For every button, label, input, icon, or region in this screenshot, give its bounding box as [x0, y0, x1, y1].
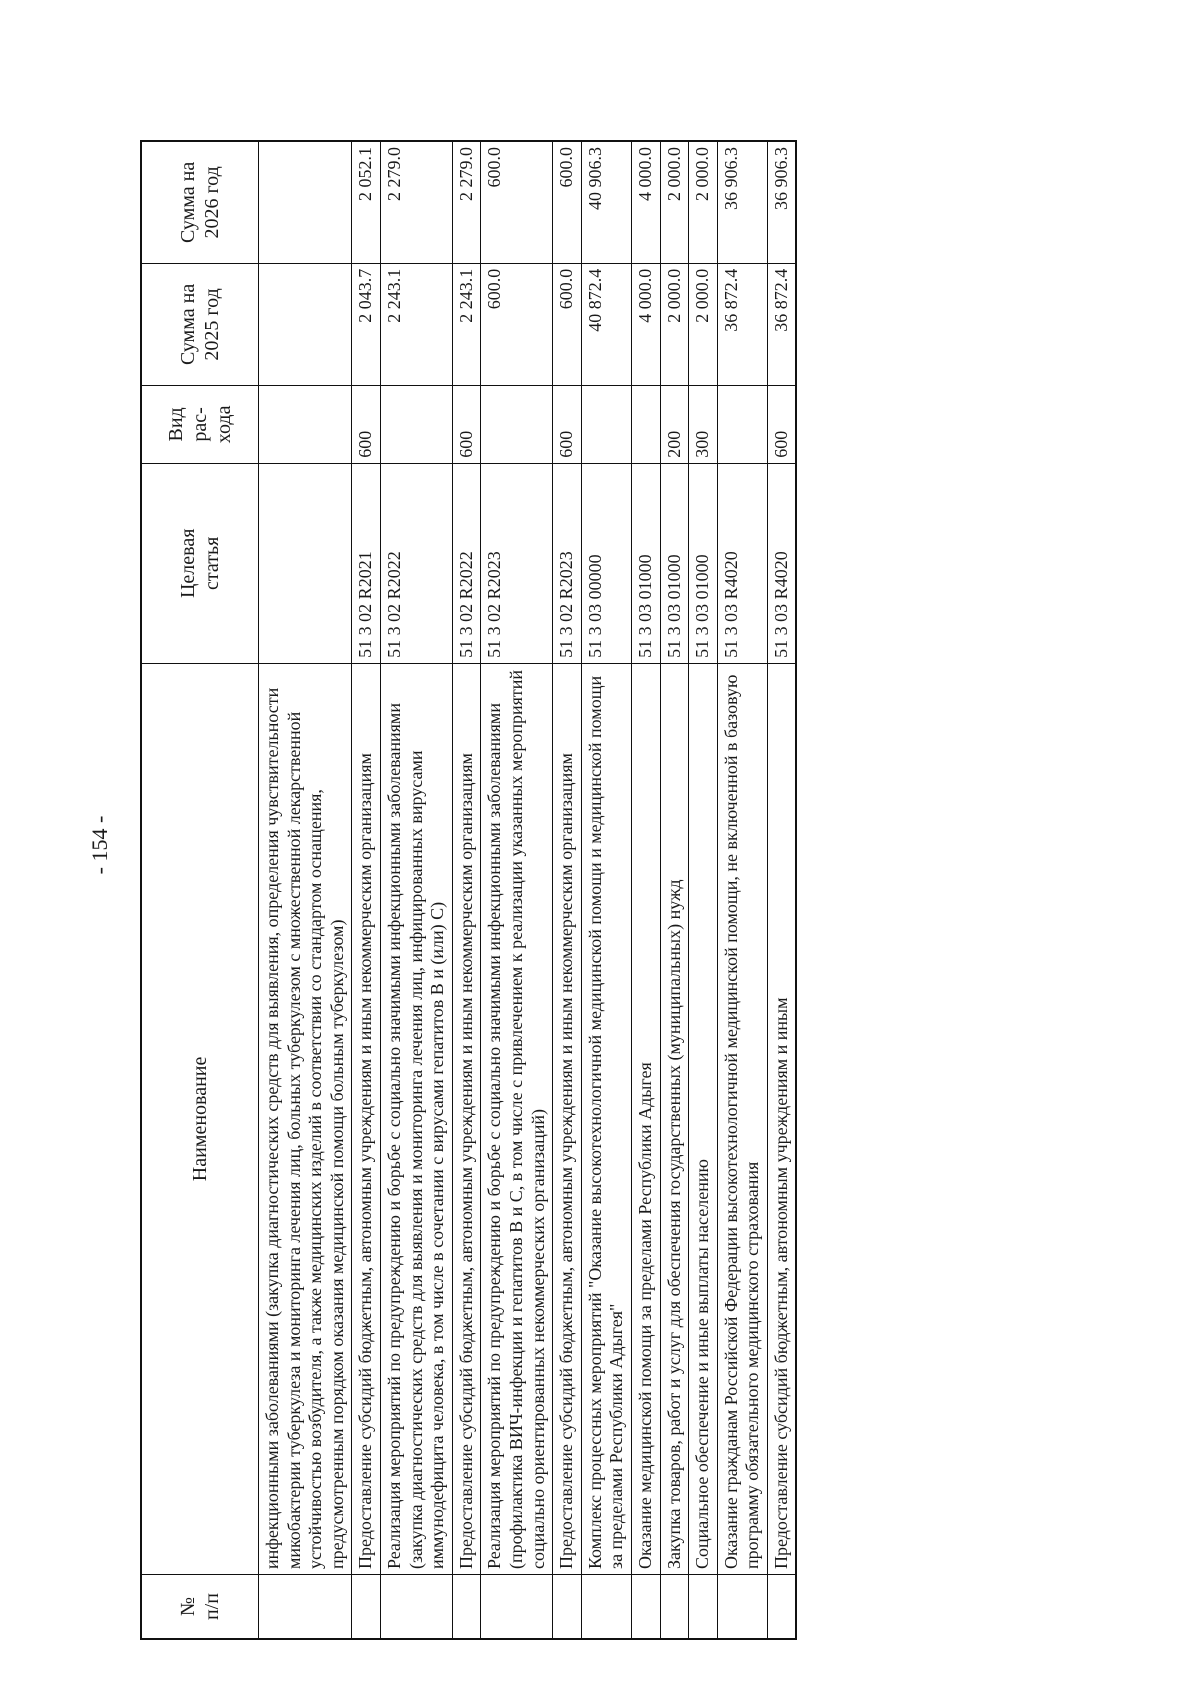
- target-article-cell: 51 3 02 R2023: [481, 463, 553, 663]
- amount-2026-cell: 36 906.3: [767, 141, 796, 263]
- amount-2025-cell: 2 243.1: [380, 263, 452, 385]
- amount-2025-cell: 600.0: [481, 263, 553, 385]
- amount-2025-cell: 2 000.0: [689, 263, 718, 385]
- amount-2026-cell: 4 000.0: [631, 141, 660, 263]
- item-name-cell: Предоставление субсидий бюджетным, автономным учреждениям и иным некоммерческим организациям: [553, 663, 582, 1574]
- table-row: [380, 141, 452, 1639]
- target-article-cell: 51 3 03 R4020: [717, 463, 767, 663]
- header-amount-2025: Сумма на 2025 год: [141, 263, 259, 385]
- item-name-cell: Реализация мероприятий по предупреждению и борьбе с социально значимыми инфекционными заболеваниями (закупка диагностических средств для выявления и мониторинга лечения лиц, инфицированных вирусами иммунодефицита человека, в том числе в сочетании с вирусами гепатитов В и (или) С): [380, 663, 452, 1574]
- header-amount-2026: Сумма на 2026 год: [141, 141, 259, 263]
- table-header-row: [141, 141, 259, 1639]
- expense-type-cell: [717, 386, 767, 464]
- expense-type-cell: [481, 386, 553, 464]
- target-article-cell: 51 3 03 01000: [660, 463, 689, 663]
- table-body: [259, 141, 797, 1639]
- amount-2026-cell: 36 906.3: [717, 141, 767, 263]
- amount-2025-cell: 600.0: [553, 263, 582, 385]
- amount-2025-cell: 4 000.0: [631, 263, 660, 385]
- item-name-cell: Социальное обеспечение и иные выплаты населению: [689, 663, 718, 1574]
- table-row: [452, 141, 481, 1639]
- amount-2026-cell: 2 052.1: [352, 141, 381, 263]
- table-row: [631, 141, 660, 1639]
- rotated-table-sheet: [140, 140, 1040, 1640]
- row-number-cell: [660, 1575, 689, 1639]
- expense-type-cell: 600: [553, 386, 582, 464]
- item-name-cell: Предоставление субсидий бюджетным, автономным учреждениям и иным: [767, 663, 796, 1574]
- amount-2025-cell: 36 872.4: [717, 263, 767, 385]
- table-row: [553, 141, 582, 1639]
- row-number-cell: [553, 1575, 582, 1639]
- amount-2026-cell: 600.0: [481, 141, 553, 263]
- table-row: [352, 141, 381, 1639]
- header-row-number: № п/п: [141, 1575, 259, 1639]
- item-name-cell: Комплекс процессных мероприятий "Оказание высокотехнологичной медицинской помощи и медицинской помощи за пределами Республики Адыгея": [581, 663, 631, 1574]
- table-row: [581, 141, 631, 1639]
- amount-2026-cell: 2 000.0: [660, 141, 689, 263]
- item-name-cell: Реализация мероприятий по предупреждению и борьбе с социально значимыми инфекционными заболеваниями (профилактика ВИЧ-инфекции и гепатитов В и С, в том числе с привлечением к реализации указанных мероприятий социально ориентированных некоммерческих организаций): [481, 663, 553, 1574]
- row-number-cell: [581, 1575, 631, 1639]
- table-row: [481, 141, 553, 1639]
- header-name: Наименование: [141, 663, 259, 1574]
- item-name-cell: Предоставление субсидий бюджетным, автономным учреждениям и иным некоммерческим организациям: [352, 663, 381, 1574]
- page-number: - 154 -: [87, 815, 112, 875]
- expense-type-cell: 600: [352, 386, 381, 464]
- amount-2026-cell: 40 906.3: [581, 141, 631, 263]
- amount-2026-cell: [259, 141, 352, 263]
- row-number-cell: [767, 1575, 796, 1639]
- item-name-cell: Оказание гражданам Российской Федерации высокотехнологичной медицинской помощи, не включенной в базовую программу обязательного медицинского страхования: [717, 663, 767, 1574]
- target-article-cell: 51 3 03 R4020: [767, 463, 796, 663]
- expense-type-cell: 200: [660, 386, 689, 464]
- row-number-cell: [481, 1575, 553, 1639]
- expense-type-cell: 600: [767, 386, 796, 464]
- amount-2026-cell: 2 279.0: [452, 141, 481, 263]
- target-article-cell: [259, 463, 352, 663]
- amount-2026-cell: 2 000.0: [689, 141, 718, 263]
- target-article-cell: 51 3 02 R2023: [553, 463, 582, 663]
- target-article-cell: 51 3 03 00000: [581, 463, 631, 663]
- row-number-cell: [259, 1575, 352, 1639]
- amount-2026-cell: 600.0: [553, 141, 582, 263]
- amount-2025-cell: 2 000.0: [660, 263, 689, 385]
- target-article-cell: 51 3 02 R2022: [380, 463, 452, 663]
- target-article-cell: 51 3 02 R2021: [352, 463, 381, 663]
- table-row: [717, 141, 767, 1639]
- expense-type-cell: [259, 386, 352, 464]
- row-number-cell: [631, 1575, 660, 1639]
- row-number-cell: [717, 1575, 767, 1639]
- expense-type-cell: 600: [452, 386, 481, 464]
- table-row: [767, 141, 796, 1639]
- expense-type-cell: [581, 386, 631, 464]
- amount-2026-cell: 2 279.0: [380, 141, 452, 263]
- row-number-cell: [352, 1575, 381, 1639]
- amount-2025-cell: [259, 263, 352, 385]
- item-name-cell: Оказание медицинской помощи за пределами Республики Адыгея: [631, 663, 660, 1574]
- budget-table: [140, 140, 797, 1640]
- amount-2025-cell: 2 043.7: [352, 263, 381, 385]
- amount-2025-cell: 2 243.1: [452, 263, 481, 385]
- header-expense-type: Вид рас- хода: [141, 386, 259, 464]
- amount-2025-cell: 40 872.4: [581, 263, 631, 385]
- row-number-cell: [380, 1575, 452, 1639]
- expense-type-cell: 300: [689, 386, 718, 464]
- table-row: [689, 141, 718, 1639]
- item-name-cell: инфекционными заболеваниями (закупка диагностических средств для выявления, определения чувствительности микобактерии туберкулеза и мониторинга лечения лиц, больных туберкулезом с множественной лекарственной устойчивостью возбудителя, а также медицинских изделий в соответствии со стандартом оснащения, предусмотренным порядком оказания медицинской помощи больным туберкулезом): [259, 663, 352, 1574]
- expense-type-cell: [380, 386, 452, 464]
- table-row: [259, 141, 352, 1639]
- table-row: [660, 141, 689, 1639]
- item-name-cell: Предоставление субсидий бюджетным, автономным учреждениям и иным некоммерческим организациям: [452, 663, 481, 1574]
- expense-type-cell: [631, 386, 660, 464]
- target-article-cell: 51 3 03 01000: [631, 463, 660, 663]
- item-name-cell: Закупка товаров, работ и услуг для обеспечения государственных (муниципальных) нужд: [660, 663, 689, 1574]
- target-article-cell: 51 3 03 01000: [689, 463, 718, 663]
- target-article-cell: 51 3 02 R2022: [452, 463, 481, 663]
- row-number-cell: [689, 1575, 718, 1639]
- amount-2025-cell: 36 872.4: [767, 263, 796, 385]
- header-target-article: Целевая статья: [141, 463, 259, 663]
- row-number-cell: [452, 1575, 481, 1639]
